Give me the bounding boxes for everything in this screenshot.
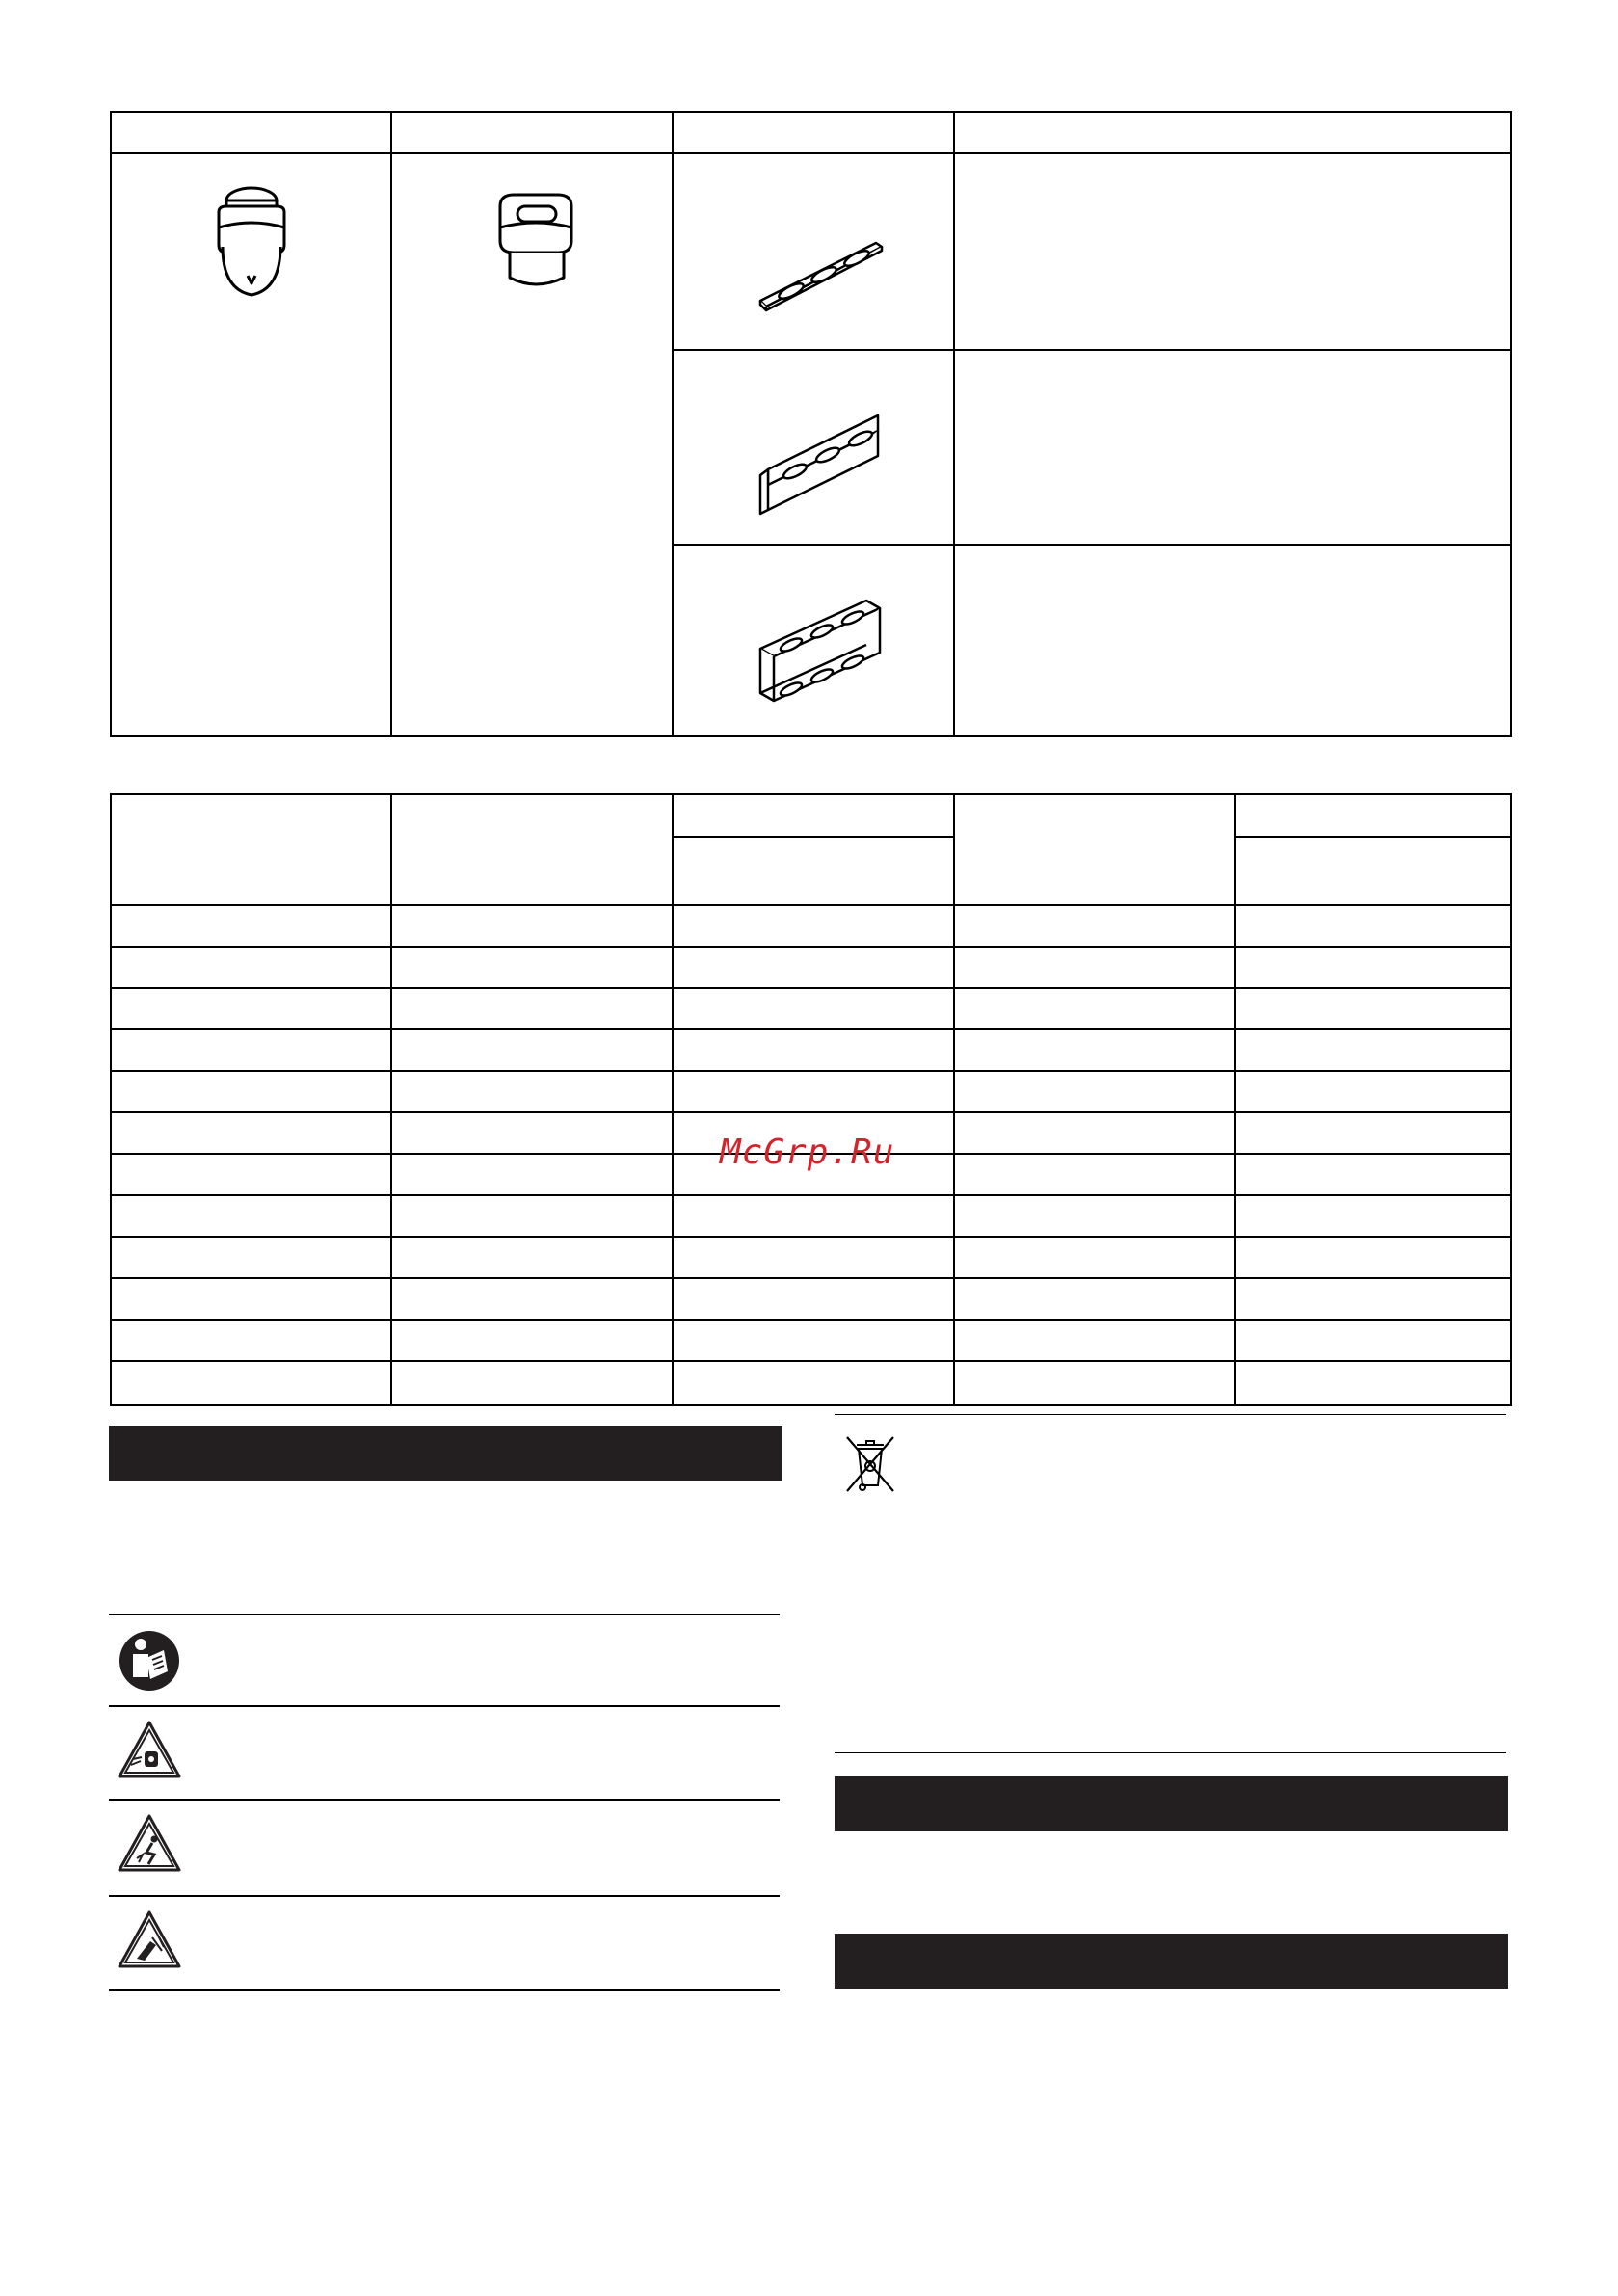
column-divider (672, 113, 674, 735)
table-row (112, 1194, 1510, 1196)
table-row (112, 1360, 1510, 1362)
cutting-hazard-warning-icon (115, 1907, 184, 1974)
symbol-table-rule (109, 1989, 780, 1991)
crossed-bin-icon (840, 1430, 900, 1496)
column-divider (1234, 795, 1236, 1404)
angle-slotted-bar-icon (748, 397, 892, 522)
read-manual-icon (115, 1629, 184, 1693)
section-rule (835, 1752, 1506, 1753)
section-heading-bar (835, 1934, 1508, 1989)
symbol-table-rule (109, 1895, 780, 1897)
table-row (112, 1277, 1510, 1279)
symbol-table-rule (109, 1614, 780, 1615)
column-divider (953, 113, 955, 735)
row-divider (672, 349, 1512, 351)
row-divider (672, 544, 1512, 546)
section-heading-bar (109, 1426, 782, 1481)
table-row (112, 1028, 1510, 1030)
specification-table (110, 793, 1512, 1406)
section-rule (835, 1414, 1506, 1415)
section-heading-bar (835, 1776, 1508, 1831)
electric-shock-warning-icon (115, 1810, 184, 1878)
table-row (112, 1111, 1510, 1113)
table-header-rule (112, 152, 1510, 154)
bolt-hook-icon (199, 180, 305, 306)
table-row (112, 987, 1510, 989)
table-row (112, 904, 1510, 906)
table-row (112, 946, 1510, 948)
subheader-rule (672, 836, 953, 838)
column-divider (390, 113, 392, 735)
flat-slotted-bar-icon (748, 204, 892, 330)
channel-slotted-bar-icon (748, 592, 892, 727)
column-divider (390, 795, 392, 1404)
symbol-table-rule (109, 1705, 780, 1707)
eye-protection-warning-icon (115, 1717, 184, 1784)
subheader-rule (1234, 836, 1512, 838)
table-row (112, 1236, 1510, 1238)
watermark-text: McGrp.Ru (720, 1133, 895, 1172)
column-divider (672, 795, 674, 1404)
column-divider (953, 795, 955, 1404)
accessory-table (110, 111, 1512, 737)
table-row (112, 1319, 1510, 1321)
table-row (112, 1070, 1510, 1072)
nut-block-icon (478, 180, 594, 306)
symbol-table-rule (109, 1799, 780, 1801)
